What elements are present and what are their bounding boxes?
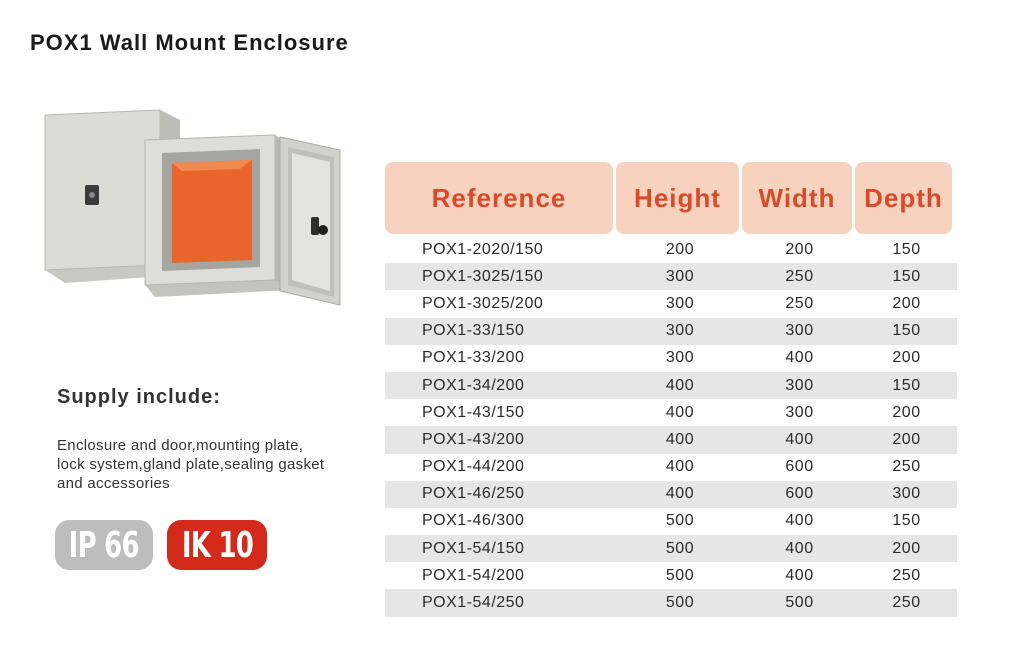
cell-height: 400	[665, 403, 695, 421]
cell-depth: 200	[892, 539, 921, 557]
cell-reference: POX1-46/250	[422, 485, 525, 503]
table-row	[385, 345, 957, 372]
cell-height: 500	[665, 539, 695, 557]
supply-line: and accessories	[57, 475, 170, 492]
cell-width: 400	[785, 349, 814, 367]
header-width: Width	[742, 162, 852, 234]
cell-reference: POX1-54/150	[422, 539, 525, 557]
cell-depth: 200	[892, 430, 921, 448]
cell-depth: 250	[892, 566, 921, 584]
table-row	[385, 508, 957, 535]
cell-reference: POX1-43/200	[422, 430, 525, 448]
table-row	[385, 426, 957, 453]
cell-reference: POX1-3025/150	[422, 267, 544, 285]
cell-width: 600	[785, 485, 814, 503]
cell-reference: POX1-33/200	[422, 349, 525, 367]
cell-width: 600	[785, 458, 814, 476]
cell-depth: 250	[892, 458, 921, 476]
cell-depth: 150	[892, 267, 921, 285]
supply-line: lock system,gland plate,sealing gasket	[57, 456, 325, 473]
cell-height: 400	[665, 430, 695, 448]
cell-reference: POX1-46/300	[422, 512, 525, 530]
header-depth: Depth	[855, 162, 952, 234]
cell-height: 300	[665, 322, 695, 340]
cell-width: 300	[785, 322, 814, 340]
cell-reference: POX1-33/150	[422, 322, 525, 340]
spec-table	[385, 236, 957, 617]
cell-width: 300	[785, 403, 814, 421]
cell-height: 500	[665, 512, 695, 530]
cell-reference: POX1-34/200	[422, 376, 525, 394]
cell-width: 400	[785, 512, 814, 530]
page-title: POX1 Wall Mount Enclosure	[30, 30, 349, 55]
cell-depth: 150	[892, 512, 921, 530]
supply-description	[57, 436, 387, 493]
cell-width: 500	[785, 594, 814, 612]
table-row	[385, 562, 957, 589]
cell-depth: 150	[892, 376, 921, 394]
cell-depth: 250	[892, 594, 921, 612]
cell-depth: 150	[892, 322, 921, 340]
ik-rating-label: IK 10	[181, 524, 253, 566]
cell-depth: 200	[892, 294, 921, 312]
table-row	[385, 236, 957, 263]
cell-width: 200	[785, 240, 814, 258]
ip-rating-label: IP 66	[68, 524, 140, 566]
table-header	[385, 162, 955, 234]
header-height: Height	[616, 162, 739, 234]
supply-heading: Supply include:	[57, 386, 221, 408]
enclosure-product-image	[40, 105, 360, 315]
ik-rating-badge	[167, 520, 267, 570]
cell-depth: 150	[892, 240, 921, 258]
cell-height: 300	[665, 349, 695, 367]
cell-reference: POX1-44/200	[422, 458, 525, 476]
cell-reference: POX1-3025/200	[422, 294, 544, 312]
header-reference: Reference	[385, 162, 613, 234]
table-row	[385, 399, 957, 426]
cell-height: 200	[665, 240, 695, 258]
cell-height: 300	[665, 267, 695, 285]
table-row	[385, 290, 957, 317]
cell-width: 400	[785, 539, 814, 557]
cell-height: 300	[665, 294, 695, 312]
cell-reference: POX1-2020/150	[422, 240, 544, 258]
cell-depth: 300	[892, 485, 921, 503]
cell-height: 400	[665, 458, 695, 476]
cell-width: 250	[785, 267, 814, 285]
cell-width: 250	[785, 294, 814, 312]
supply-line: Enclosure and door,mounting plate,	[57, 437, 304, 454]
cell-height: 500	[665, 594, 695, 612]
cell-reference: POX1-54/200	[422, 566, 525, 584]
table-row	[385, 589, 957, 616]
table-row	[385, 372, 957, 399]
cell-width: 300	[785, 376, 814, 394]
ip-rating-badge	[55, 520, 153, 570]
table-row	[385, 454, 957, 481]
table-row	[385, 481, 957, 508]
cell-depth: 200	[892, 403, 921, 421]
cell-width: 400	[785, 430, 814, 448]
cell-reference: POX1-54/250	[422, 594, 525, 612]
cell-height: 500	[665, 566, 695, 584]
cell-height: 400	[665, 376, 695, 394]
cell-height: 400	[665, 485, 695, 503]
cell-width: 400	[785, 566, 814, 584]
cell-depth: 200	[892, 349, 921, 367]
cell-reference: POX1-43/150	[422, 403, 525, 421]
table-row	[385, 318, 957, 345]
table-row	[385, 263, 957, 290]
table-row	[385, 535, 957, 562]
